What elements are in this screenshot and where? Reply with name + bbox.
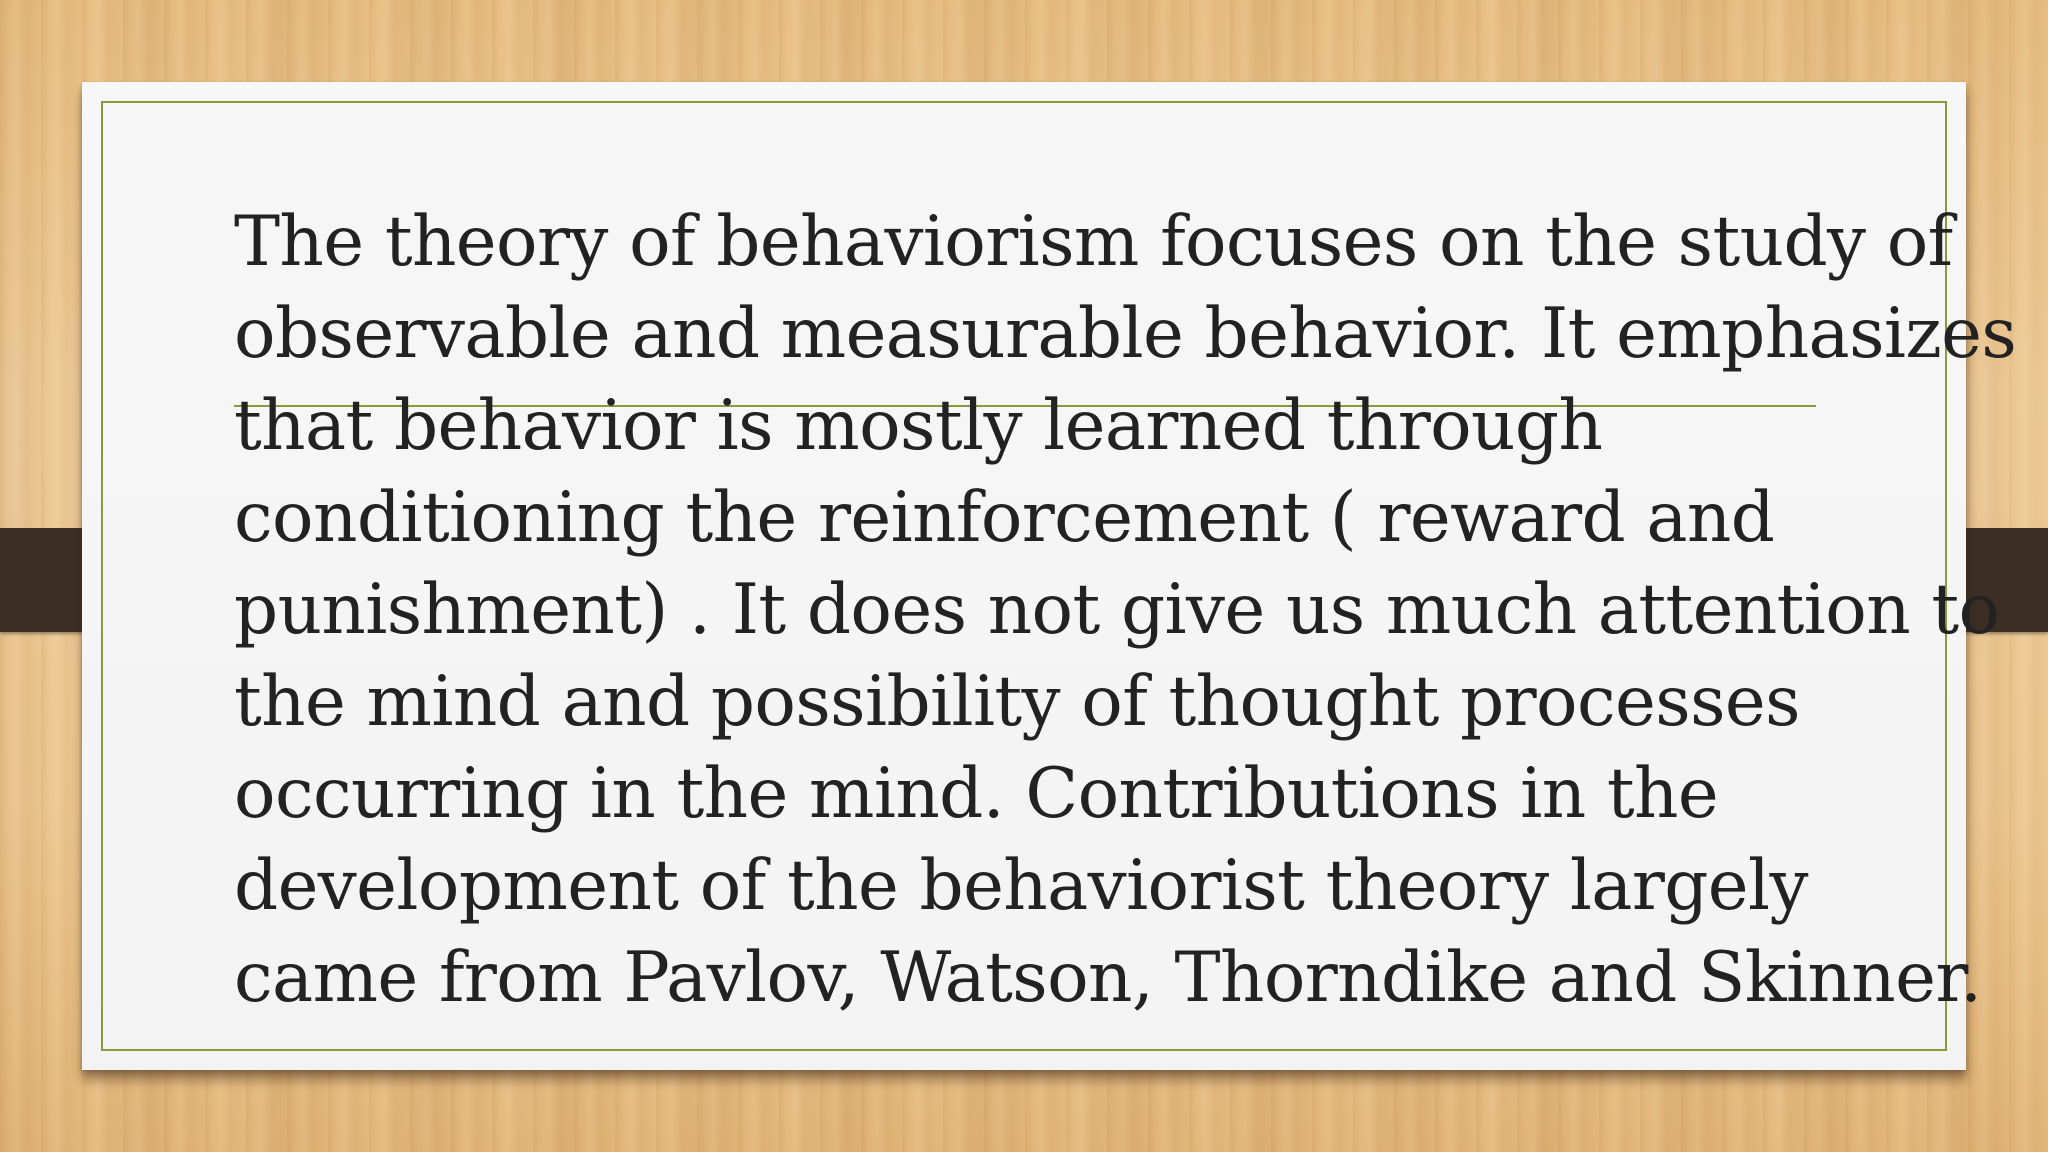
body-line-9: came from Pavlov, Watson, Thorndike and Skinner. [234, 938, 1982, 1018]
body-line-8: development of the behaviorist theory largely [234, 846, 1808, 926]
body-line-1: The theory of behaviorism focuses on the study of [234, 202, 1953, 282]
slide-body-text [234, 196, 2017, 1024]
body-line-7: occurring in the mind. Contributions in the [234, 754, 1719, 834]
slide-card [82, 82, 2017, 1070]
body-line-4: conditioning the reinforcement ( reward and [234, 478, 1775, 558]
body-line-3: that behavior is mostly learned through [234, 386, 1603, 466]
body-line-5: punishment) . It does not give us much attention to [234, 570, 2000, 650]
body-line-2: observable and measurable behavior. It emphasizes [234, 294, 2017, 374]
body-line-6: the mind and possibility of thought processes [234, 662, 1800, 742]
